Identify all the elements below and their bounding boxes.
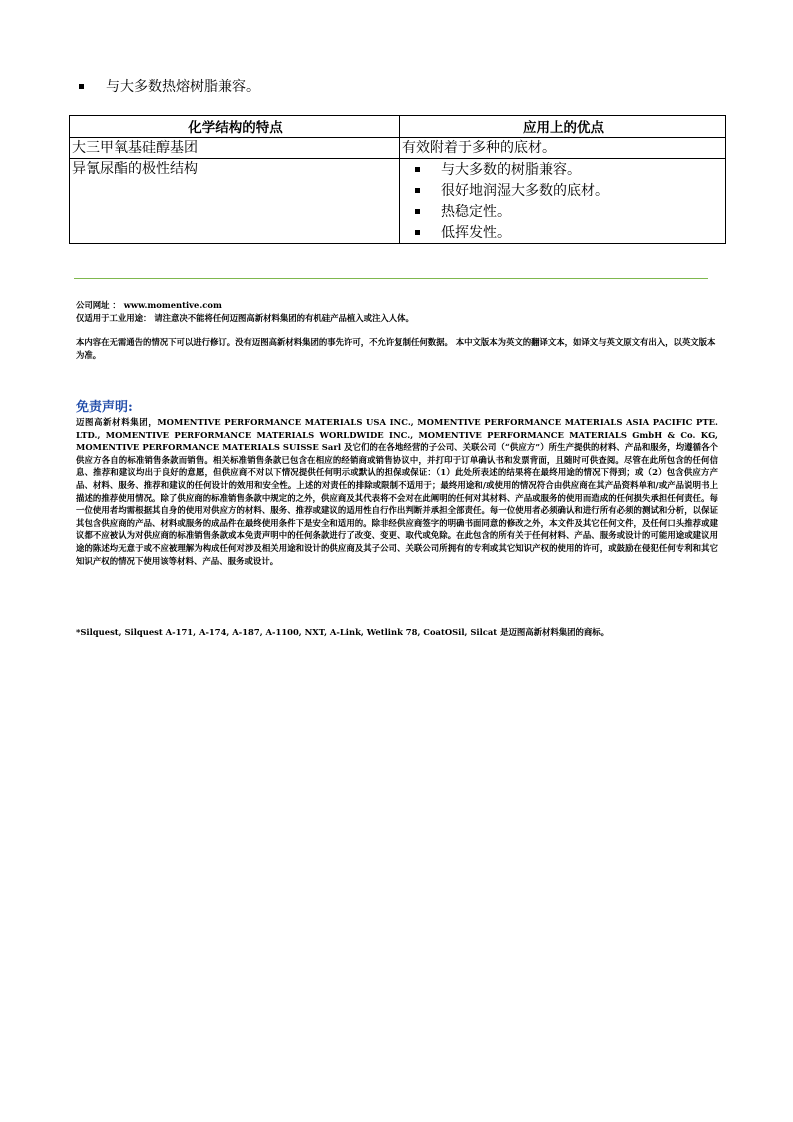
company-website: 公司网址 ： www.momentive.com [76,300,222,310]
square-bullet-icon [415,209,420,214]
table-cell: 异氰尿酯的极性结构 [70,159,400,244]
table-cell: 有效附着于多种的底材。 [400,138,726,159]
list-item-text: 热稳定性。 [441,203,511,220]
features-table [69,115,726,244]
translation-notice: 本内容在无需通告的情况下可以进行修订。没有迈图高新材料集团的事先许可，不允许复制任何数据。 本中文版本为英文的翻译文本，如译文与英文原文有出入，以英文版本为准。 [76,337,716,360]
list-item [402,159,725,180]
header-application-advantages: 应用上的优点 [400,116,726,138]
list-item [402,180,725,201]
list-item [402,201,725,222]
square-bullet-icon [415,230,420,235]
table-row [70,138,726,159]
list-item [402,222,725,243]
table-cell: 大三甲氧基硅醇基团 [70,138,400,159]
trademark-notice: *Silquest, Silquest A-171, A-174, A-187, A-1100, NXT, A-Link, Wetlink 78, CoatOSil, Silcat 是迈图高新材料集团的商标。 [76,627,609,637]
square-bullet-icon [415,167,420,172]
table-cell-bullets [400,159,726,244]
list-item-text: 低挥发性。 [441,224,511,241]
disclaimer-title: 免责声明: [76,400,133,415]
bullet-item [79,76,260,96]
square-bullet-icon [79,84,84,89]
disclaimer-body: 迈图高新材料集团，MOMENTIVE PERFORMANCE MATERIALS USA INC., MOMENTIVE PERFORMANCE MATERIALS ASIA PACIFIC PTE. LTD., MOMENTIVE PERFORMANCE MATERIALS WORLDWIDE INC., MOMENTIVE PERFORMANCE MATERIALS GmbH & Co. KG, MOMENTIVE PERFORMANCE MATERIALS SUISSE Sarl 及它们的在各地经营的子公司、关联公司（“供应方”）所生产提供的材料、产品和服务，均遵循各个供应方各自的标准销售条款而销售。相关标准销售条款已包含在相应的经销商或销售协议中，并打印于订单确认书和发票背面，且随时可供查阅。尽管在此所包含的任何信息、推荐和建议均出于良好的意愿，但供应商不对以下情况提供任何明示或默认的担保或保证：（1）此处所表述的结果将在最终用途的情况下得到；或（2）包含供应方产品、材料、服务、推荐和建议的任何设计的效用和安全性。上述的对责任的排除或限制不适用于；最终用途和/或使用的情况符合由供应商在其产品资料单和/或产品说明书上描述的推荐使用情况。除了供应商的标准销售条款中规定的之外，供应商及其代表将不会对在此阐明的任何对其材料、产品或服务的使用而造成的任何损失承担任何责任。每一位使用者均需根据其自身的使用对供应方的材料、服务、推荐或建议的适用性自行作出判断并承担全部责任。每一位使用者必须确认和进行所有必须的测试和分析，以保证其包含供应商的产品、材料或服务的成品件在最终使用条件下是安全和适用的。除非经供应商签字的明确书面同意的修改之外，本文件及其它任何文件，及任何口头推荐或建议都不应被认为对供应商的标准销售条款或本免责声明中的任何条款进行了改变、变更、取代或免除。在此包含的所有关于任何材料、产品、服务或设计的可能用途或建议用途的陈述均无意于或不应被理解为构成任何对涉及相关用途和设计的供应商及其子公司、关联公司所拥有的专利或其它知识产权的使用的许可，或鼓励在侵犯任何专利和其它知识产权的情况下使用该等材料、产品、服务或设计。 [76,417,718,566]
square-bullet-icon [415,188,420,193]
list-item-text: 很好地润湿大多数的底材。 [441,182,609,199]
list-item-text: 与大多数的树脂兼容。 [441,161,581,178]
bullet-list [402,159,725,243]
divider [74,278,708,279]
table-row [70,159,726,244]
bullet-text: 与大多数热熔树脂兼容。 [106,79,260,95]
table-header-row [70,116,726,138]
industrial-use-notice: 仅适用于工业用途： 请注意决不能将任何迈图高新材料集团的有机硅产品植入或注入人体。 [76,313,414,323]
header-chemical-structure: 化学结构的特点 [70,116,400,138]
